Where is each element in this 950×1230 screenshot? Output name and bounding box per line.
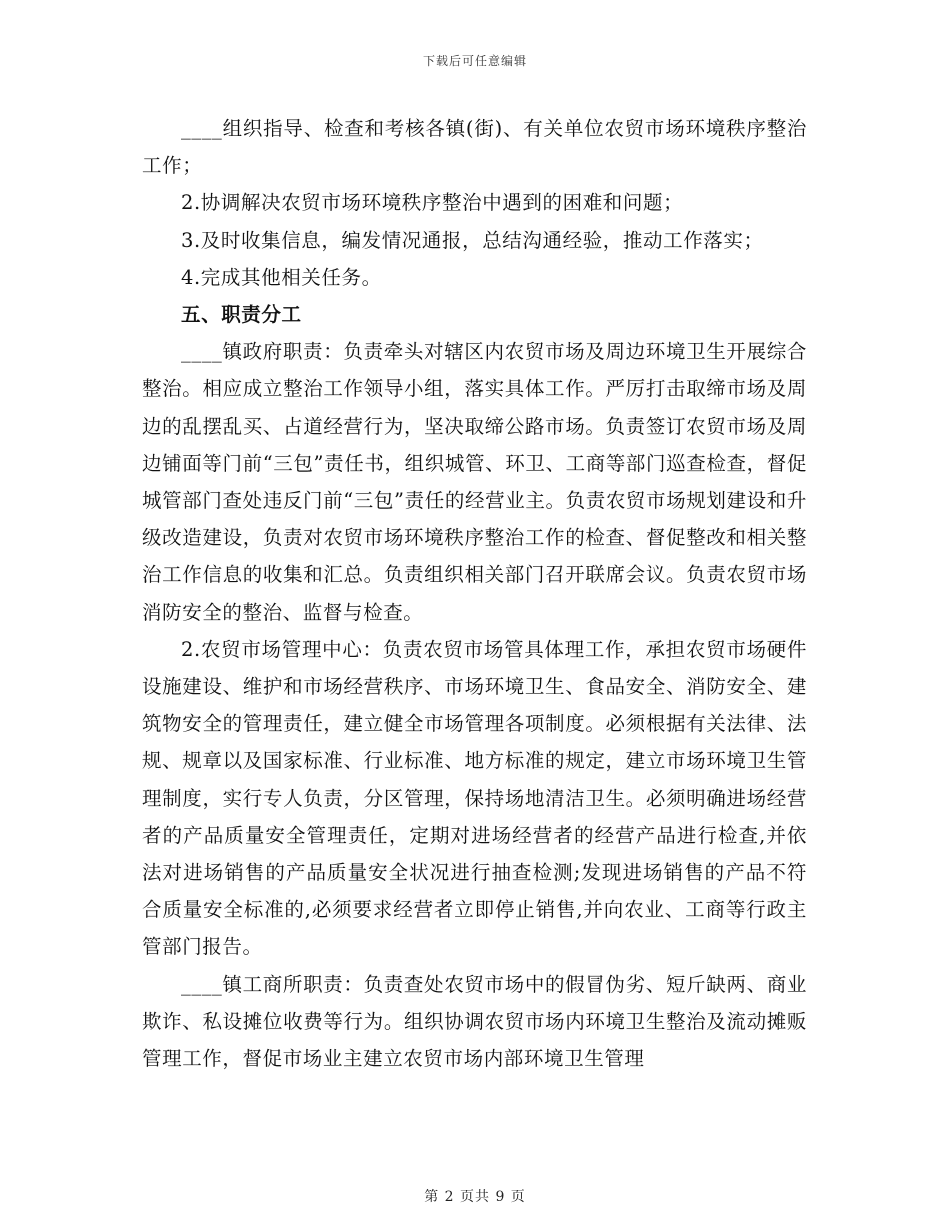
page-header: 下载后可任意编辑 [422,54,527,68]
page-footer: 第 2 页共 9 页 [424,1189,526,1205]
paragraph-industry-commerce-office: ____镇工商所职责：负责查处农贸市场中的假冒伪劣、短斤缺两、商业欺诈、私设摊位收费等行为。组织协调农贸市场内环境卫生整治及流动摊贩管理工作，督促市场业主建立农贸市场内部环境卫生管理 [142,972,807,1071]
document-body [142,110,807,1077]
paragraph-duty-2: 2.协调解决农贸市场环境秩序整治中遇到的困难和问题； [181,191,684,215]
section-heading-responsibilities: 五、职责分工 [181,303,302,327]
paragraph-town-government: ____镇政府职责：负责牵头对辖区内农贸市场及周边环境卫生开展综合整治。相应成立整治工作领导小组，落实具体工作。严厉打击取缔市场及周边的乱摆乱买、占道经营行为，坚决取缔公路市场。负责签订农贸市场及周边铺面等门前“三包”责任书，组织城管、环卫、工商等部门巡查检查，督促城管部门查处违反门前“三包”责任的经营业主。负责农贸市场规划建设和升级改造建设，负责对农贸市场环境秩序整治工作的检查、督促整改和相关整治工作信息的收集和汇总。负责组织相关部门召开联席会议。负责农贸市场消防安全的整治、监督与检查。 [142,340,807,624]
paragraph-market-management-center: 2.农贸市场管理中心：负责农贸市场管具体理工作，承担农贸市场硬件设施建设、维护和市场经营秩序、市场环境卫生、食品安全、消防安全、建筑物安全的管理责任，建立健全市场管理各项制度。必须根据有关法律、法规、规章以及国家标准、行业标准、地方标准的规定，建立市场环境卫生管理制度，实行专人负责，分区管理，保持场地清洁卫生。必须明确进场经营者的产品质量安全管理责任，定期对进场经营者的经营产品进行检查,并依法对进场销售的产品质量安全状况进行抽查检测;发现进场销售的产品不符合质量安全标准的,必须要求经营者立即停止销售,并向农业、工商等行政主管部门报告。 [142,637,807,959]
paragraph-duty-1: ____组织指导、检查和考核各镇(街)、有关单位农贸市场环境秩序整治工作； [142,117,807,178]
paragraph-duty-3: 3.及时收集信息，编发情况通报，总结沟通经验，推动工作落实； [181,228,764,252]
paragraph-duty-4: 4.完成其他相关任务。 [181,265,382,289]
